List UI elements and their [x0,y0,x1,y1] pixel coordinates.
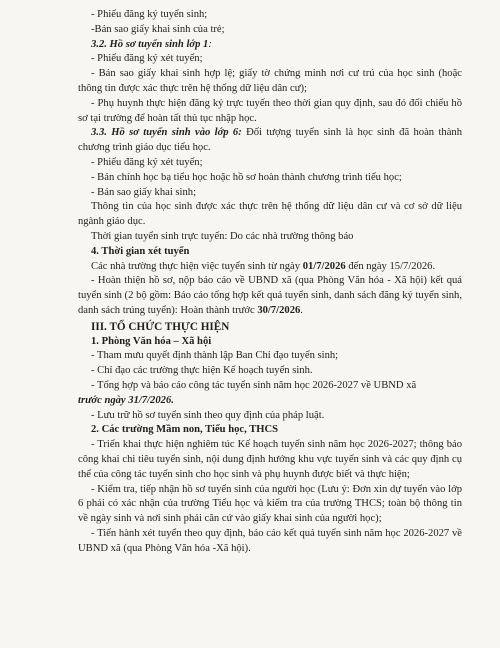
paragraph [78,260,462,275]
paragraph: - Kiểm tra, tiếp nhận hồ sơ tuyển sinh của người học (Lưu ý: Đơn xin dự tuyển vào lớp 6 phải có xác nhận của trường Tiểu học và kiểm tra của trường THCS; toàn bộ thông tin về ngày sinh và nơi sinh phải căn cứ vào giấy khai sinh của người học); [78,483,462,525]
list-item: - Phiếu đăng ký xét tuyển; [91,156,203,168]
paragraph: Thông tin của học sinh được xác thực trên hệ thống dữ liệu dân cư và cơ sở dữ liệu ngành giáo dục. [78,201,462,228]
deadline-date: 30/7/2026 [257,304,301,316]
section-heading-iii: III. TỔ CHỨC THỰC HIỆN [91,320,230,333]
text-part: . [300,304,303,316]
text-part: Các nhà trường thực hiện việc tuyển sinh từ ngày [91,260,303,272]
paragraph: - Triển khai thực hiện nghiêm túc Kế hoạch tuyển sinh năm học 2026-2027; thông báo công khai chi tiêu tuyển sinh, nội dung định hướng khu vực tuyển sinh và các quy định cụ thể của công tác tuyển sinh cho học sinh và phụ huynh được biết và thực hiện; [78,439,462,480]
list-item: - Tổng hợp và báo cáo công tác tuyển sinh năm học 2026-2027 về UBND xã [91,379,417,391]
section-heading-4: 4. Thời gian xét tuyển [91,245,190,257]
section-heading-3-3 [78,126,462,156]
list-item: - Lưu trữ hồ sơ tuyển sinh theo quy định của pháp luật. [91,409,325,421]
heading-colon: : [208,38,212,50]
text-part: - Hoàn thiện hồ sơ, nộp báo cáo về UBND xã (qua Phòng Văn hóa - Xã hội) kết quả tuyển sinh (2 bộ gồm: Báo cáo tổng hợp kết quả tuyển sinh, danh sách đăng ký tuyển sinh, danh sách trúng tuyển): Hoàn thành trước [78,275,462,316]
subsection-heading-1: 1. Phòng Văn hóa – Xã hội [91,335,212,347]
heading-text: 3.3. Hồ sơ tuyển sinh vào lớp 6: [91,127,242,139]
deadline-text: trước ngày 31/7/2026. [78,394,174,406]
paragraph: Thời gian tuyển sinh trực tuyến: Do các nhà trường thông báo [91,230,354,242]
section-heading-3-2 [78,38,462,53]
heading-description: Đối tượng tuyển sinh là học sinh đã hoàn thành chương trình giáo dục tiểu học. [78,127,462,154]
list-item: - Bản chính học bạ tiểu học hoặc hồ sơ hoàn thành chương trình tiểu học; [91,171,402,183]
date-start: 01/7/2026 [302,260,346,272]
paragraph [78,274,462,318]
list-item: - Chỉ đạo các trường thực hiện Kế hoạch tuyển sinh. [91,365,313,377]
paragraph: - Bản sao giấy khai sinh hợp lệ; giấy tờ chứng minh nơi cư trú của học sinh (hoặc thông tin được xác thực trên hệ thống dữ liệu dân cư); [78,68,462,94]
paragraph: - Tiến hành xét tuyển theo quy định, báo cáo kết quả tuyển sinh năm học 2026-2027 về UBND xã (qua Phòng Văn hóa -Xã hội). [78,527,462,554]
list-item: - Phiếu đăng ký tuyển sinh; [91,9,208,20]
list-item: - Phiếu đăng ký xét tuyển; [91,53,203,65]
list-item: - Tham mưu quyết định thành lập Ban Chỉ đạo tuyển sinh; [91,350,339,362]
list-item: -Bản sao giấy khai sinh của trẻ; [91,23,225,35]
heading-text: 3.2. Hồ sơ tuyển sinh lớp 1 [91,38,209,50]
paragraph: - Phụ huynh thực hiện đăng ký trực tuyến theo thời gian quy định, sau đó đối chiếu hồ sơ tại trường để hoàn tất thủ tục nhập học. [78,97,462,124]
text-part: đến ngày 15/7/2026. [345,260,436,272]
subsection-heading-2: 2. Các trường Mầm non, Tiểu học, THCS [91,424,279,436]
list-item: - Bản sao giấy khai sinh; [91,186,197,198]
